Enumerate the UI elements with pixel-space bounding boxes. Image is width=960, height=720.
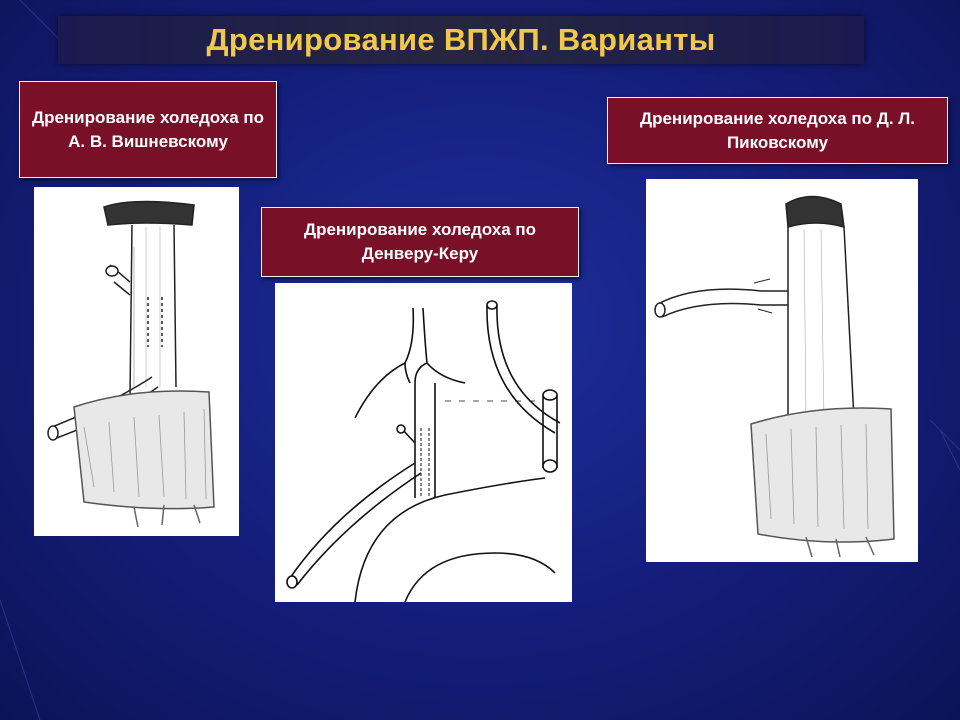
label-pikovsky-text: Дренирование холедоха по Д. Л. Пиковскому (639, 108, 915, 152)
slide-title: Дренирование ВПЖП. Варианты (206, 22, 716, 57)
denver-kehr-drainage-drawing (275, 283, 572, 602)
label-vishnevsky (19, 81, 277, 178)
label-pikovsky (607, 97, 948, 164)
pikovsky-drainage-drawing (646, 179, 918, 562)
label-denver-kehr (261, 207, 579, 277)
label-vishnevsky-text: Дренирование холедоха по А. В. Вишневскому (31, 107, 265, 151)
title-bar (58, 16, 864, 64)
vishnevsky-drainage-drawing (34, 187, 239, 536)
label-denver-kehr-text: Дренирование холедоха по Денверу-Керу (303, 220, 537, 263)
